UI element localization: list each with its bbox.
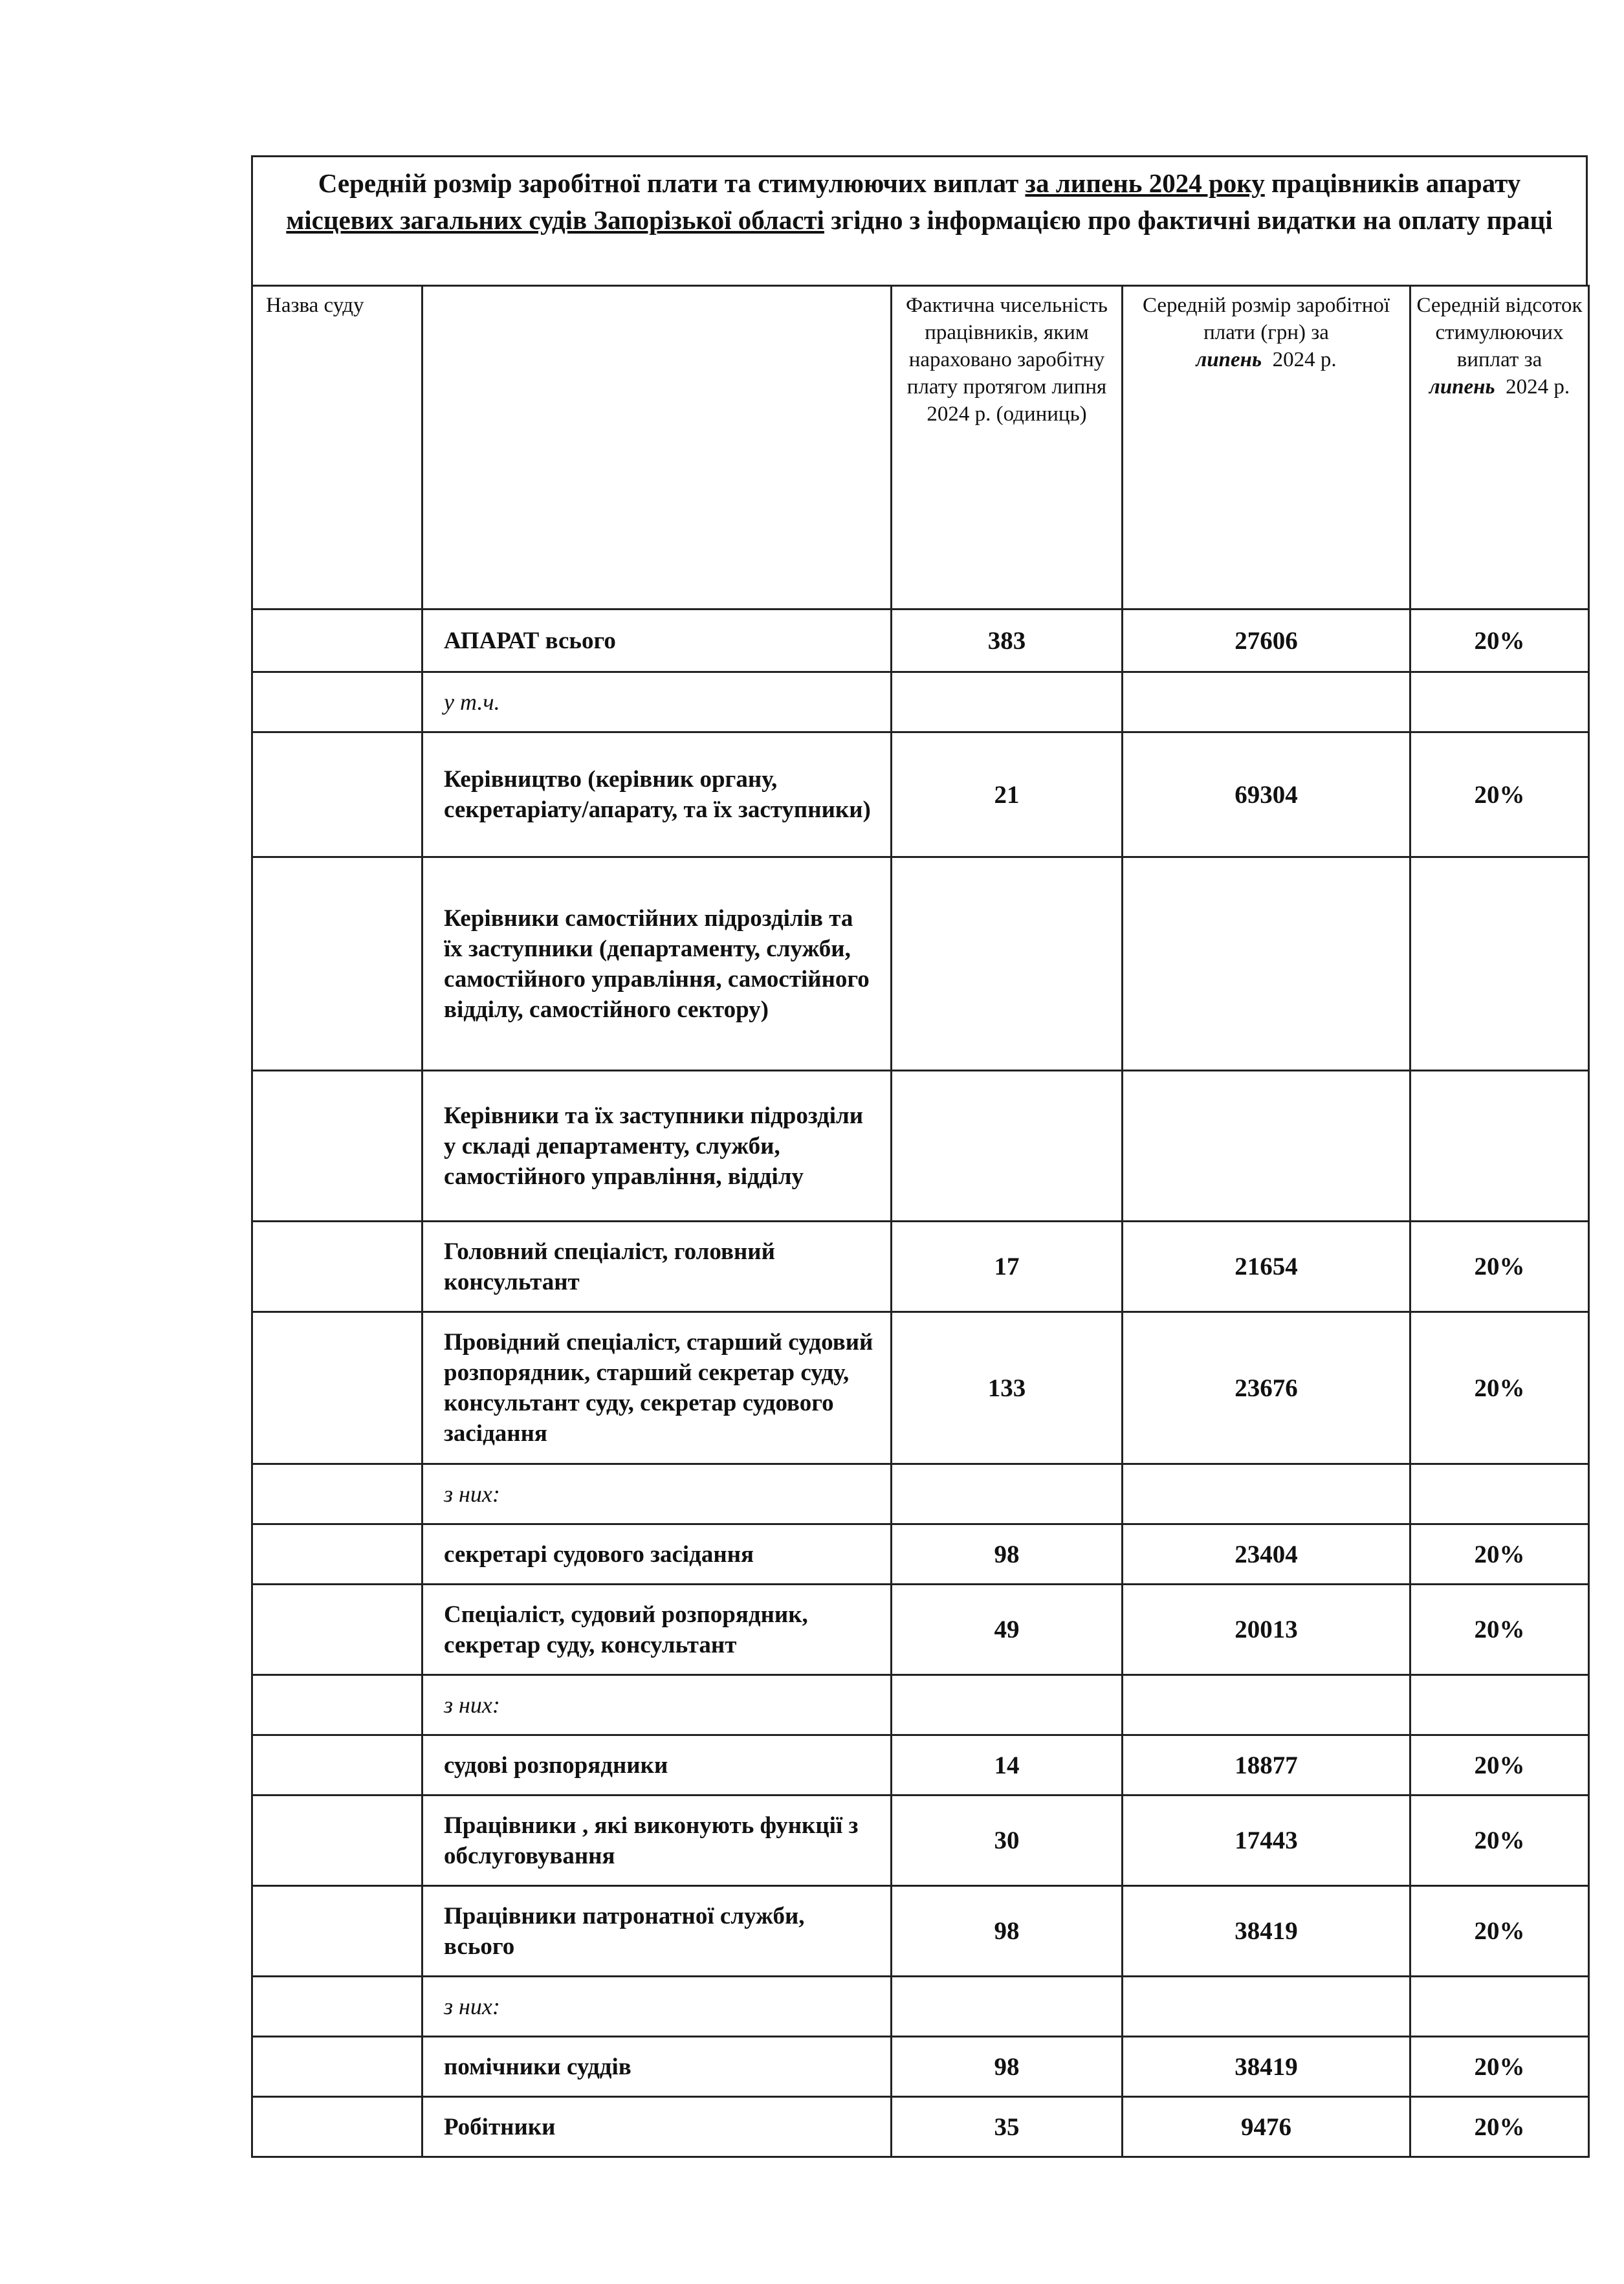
- table-row: [252, 1312, 1589, 1464]
- cell-count: [892, 1464, 1123, 1524]
- table-row: [252, 2097, 1589, 2157]
- table-row: [252, 1886, 1589, 1977]
- cell-count: 383: [892, 609, 1123, 672]
- cell-avg-salary: 23676: [1123, 1312, 1410, 1464]
- cell-court: [252, 1886, 422, 1977]
- cell-bonus-pct: 20%: [1410, 1312, 1589, 1464]
- cell-bonus-pct: [1410, 1675, 1589, 1735]
- cell-avg-salary: 38419: [1123, 2037, 1410, 2097]
- cell-bonus-pct: 20%: [1410, 1524, 1589, 1585]
- cell-bonus-pct: 20%: [1410, 1735, 1589, 1795]
- table-row: [252, 1464, 1589, 1524]
- cell-avg-salary: 20013: [1123, 1585, 1410, 1675]
- cell-count: 98: [892, 2037, 1123, 2097]
- header-court-name: Назва суду: [252, 286, 422, 609]
- cell-position: Головний спеціаліст, головний консультант: [422, 1222, 892, 1312]
- cell-position: Спеціаліст, судовий розпорядник, секретар суду, консультант: [422, 1585, 892, 1675]
- table-row: [252, 1735, 1589, 1795]
- cell-count: 21: [892, 732, 1123, 857]
- table-row: [252, 732, 1589, 857]
- cell-position: судові розпорядники: [422, 1735, 892, 1795]
- title-part-1: Середній розмір заробітної плати та стимулюючих виплат: [318, 168, 1026, 198]
- cell-court: [252, 1464, 422, 1524]
- cell-count: 17: [892, 1222, 1123, 1312]
- table-row: [252, 1977, 1589, 2037]
- cell-avg-salary: [1123, 672, 1410, 732]
- cell-court: [252, 1585, 422, 1675]
- cell-position: Керівництво (керівник органу, секретаріату/апарату, та їх заступники): [422, 732, 892, 857]
- cell-court: [252, 1675, 422, 1735]
- cell-avg-salary: 21654: [1123, 1222, 1410, 1312]
- cell-count: 98: [892, 1524, 1123, 1585]
- cell-position: АПАРАТ всього: [422, 609, 892, 672]
- cell-avg-salary: 27606: [1123, 609, 1410, 672]
- cell-bonus-pct: 20%: [1410, 2037, 1589, 2097]
- cell-position: Працівники патронатної служби, всього: [422, 1886, 892, 1977]
- cell-court: [252, 1071, 422, 1222]
- cell-court: [252, 1735, 422, 1795]
- cell-bonus-pct: [1410, 672, 1589, 732]
- cell-count: 35: [892, 2097, 1123, 2157]
- cell-avg-salary: [1123, 1977, 1410, 2037]
- table-row: [252, 1795, 1589, 1886]
- cell-court: [252, 672, 422, 732]
- cell-bonus-pct: 20%: [1410, 609, 1589, 672]
- cell-avg-salary: [1123, 1675, 1410, 1735]
- table-row: [252, 609, 1589, 672]
- cell-bonus-pct: 20%: [1410, 1585, 1589, 1675]
- table-header-row: [252, 286, 1589, 609]
- cell-count: [892, 1071, 1123, 1222]
- cell-position: Провідний спеціаліст, старший судовий розпорядник, старший секретар суду, консультант суду, секретар судового засідання: [422, 1312, 892, 1464]
- cell-position: секретарі судового засідання: [422, 1524, 892, 1585]
- header-avg-bonus-pct: Середній відсоток стимулюючих виплат за липень 2024 р.: [1410, 286, 1589, 609]
- cell-avg-salary: [1123, 1071, 1410, 1222]
- cell-court: [252, 1977, 422, 2037]
- title-part-2: працівників апарату: [1264, 168, 1521, 198]
- table-row: [252, 1071, 1589, 1222]
- cell-bonus-pct: 20%: [1410, 1795, 1589, 1886]
- cell-count: [892, 1675, 1123, 1735]
- cell-court: [252, 1222, 422, 1312]
- cell-avg-salary: [1123, 857, 1410, 1071]
- table-body: [252, 609, 1589, 2157]
- cell-position: з них:: [422, 1675, 892, 1735]
- cell-bonus-pct: [1410, 857, 1589, 1071]
- cell-avg-salary: 9476: [1123, 2097, 1410, 2157]
- cell-court: [252, 1795, 422, 1886]
- title-courts: місцевих загальних судів Запорізької області: [286, 205, 824, 235]
- header-avg-salary: Середній розмір заробітної плати (грн) за липень 2024 р.: [1123, 286, 1410, 609]
- cell-court: [252, 1312, 422, 1464]
- cell-position: Керівники та їх заступники підрозділи у складі департаменту, служби, самостійного управління, відділу: [422, 1071, 892, 1222]
- table-row: [252, 1222, 1589, 1312]
- document-sheet: [251, 155, 1588, 2158]
- cell-bonus-pct: [1410, 1071, 1589, 1222]
- title-period: за липень 2024 року: [1025, 168, 1265, 198]
- cell-position: з них:: [422, 1977, 892, 2037]
- title-part-3: згідно з інформацією про фактичні видатки на оплату праці: [824, 205, 1553, 235]
- cell-count: 49: [892, 1585, 1123, 1675]
- cell-bonus-pct: 20%: [1410, 1222, 1589, 1312]
- header-count: Фактична чисельність працівників, яким нараховано заробітну плату протягом липня 2024 р. (одиниць): [892, 286, 1123, 609]
- table-row: [252, 857, 1589, 1071]
- cell-position: Керівники самостійних підрозділів та їх заступники (департаменту, служби, самостійного управління, самостійного відділу, самостійного сектору): [422, 857, 892, 1071]
- cell-position: помічники суддів: [422, 2037, 892, 2097]
- cell-count: [892, 1977, 1123, 2037]
- cell-court: [252, 2037, 422, 2097]
- cell-court: [252, 2097, 422, 2157]
- cell-avg-salary: 17443: [1123, 1795, 1410, 1886]
- cell-avg-salary: 69304: [1123, 732, 1410, 857]
- table-row: [252, 672, 1589, 732]
- cell-court: [252, 857, 422, 1071]
- cell-bonus-pct: [1410, 1977, 1589, 2037]
- cell-avg-salary: [1123, 1464, 1410, 1524]
- cell-count: 30: [892, 1795, 1123, 1886]
- cell-bonus-pct: 20%: [1410, 2097, 1589, 2157]
- cell-court: [252, 732, 422, 857]
- header-blank: [422, 286, 892, 609]
- cell-bonus-pct: 20%: [1410, 1886, 1589, 1977]
- cell-count: 98: [892, 1886, 1123, 1977]
- table-row: [252, 1675, 1589, 1735]
- cell-count: [892, 672, 1123, 732]
- document-title: [251, 155, 1588, 285]
- table-row: [252, 1585, 1589, 1675]
- cell-count: 14: [892, 1735, 1123, 1795]
- cell-position: з них:: [422, 1464, 892, 1524]
- cell-bonus-pct: 20%: [1410, 732, 1589, 857]
- cell-avg-salary: 18877: [1123, 1735, 1410, 1795]
- cell-avg-salary: 38419: [1123, 1886, 1410, 1977]
- cell-count: 133: [892, 1312, 1123, 1464]
- salary-table: [251, 285, 1590, 2158]
- cell-position: Працівники , які виконують функції з обслуговування: [422, 1795, 892, 1886]
- cell-avg-salary: 23404: [1123, 1524, 1410, 1585]
- cell-position: у т.ч.: [422, 672, 892, 732]
- cell-position: Робітники: [422, 2097, 892, 2157]
- cell-court: [252, 1524, 422, 1585]
- cell-bonus-pct: [1410, 1464, 1589, 1524]
- table-row: [252, 1524, 1589, 1585]
- table-row: [252, 2037, 1589, 2097]
- cell-count: [892, 857, 1123, 1071]
- cell-court: [252, 609, 422, 672]
